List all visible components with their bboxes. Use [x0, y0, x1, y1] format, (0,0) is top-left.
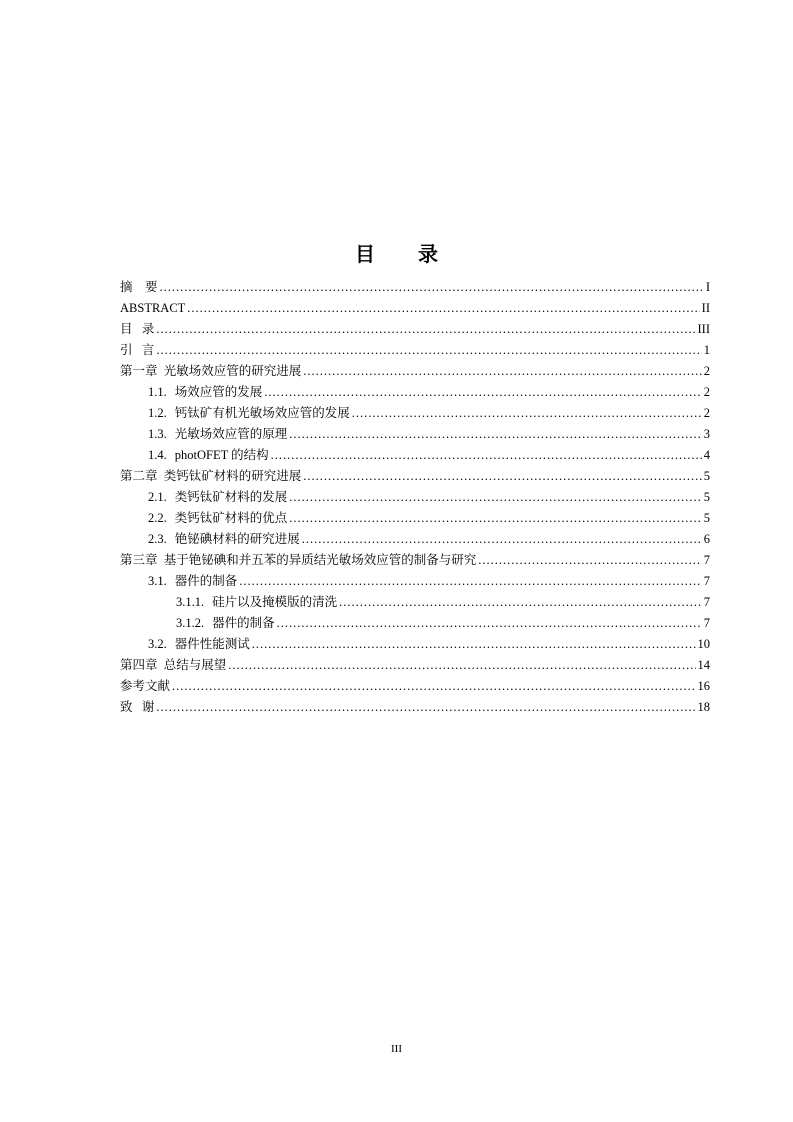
toc-entry-number: 1.1.: [148, 385, 167, 399]
dot-leader: [156, 697, 695, 718]
dot-leader: [172, 676, 695, 697]
toc-entry-label: 类钙钛矿材料的发展: [174, 490, 288, 504]
toc-entry-number: 2.3.: [148, 532, 167, 546]
toc-entry-number: 2.2.: [148, 511, 167, 525]
toc-entry[interactable]: [120, 613, 710, 634]
dot-leader: [289, 508, 701, 529]
toc-entry[interactable]: [120, 382, 710, 403]
toc-entry-page: III: [697, 322, 710, 336]
toc-entry-page: I: [705, 280, 710, 294]
toc-entry-page: 7: [703, 595, 710, 609]
toc-entry-page: 2: [703, 385, 710, 399]
toc-entry-number: 1.4.: [148, 448, 167, 462]
toc-entry-label: 铯铋碘材料的研究进展: [174, 532, 300, 546]
toc-entry-page: 7: [703, 553, 710, 567]
toc-entry[interactable]: [120, 529, 710, 550]
dot-leader: [352, 403, 702, 424]
toc-entry-label: 光敏场效应管的原理: [174, 427, 288, 441]
toc-entry-page: II: [701, 301, 710, 315]
dot-leader: [252, 634, 696, 655]
dot-leader: [277, 613, 702, 634]
toc-entry-page: 6: [703, 532, 710, 546]
toc-entry-label: 引 言: [120, 343, 155, 357]
toc-entry[interactable]: [120, 508, 710, 529]
dot-leader: [160, 277, 704, 298]
toc-entry-label: 器件性能测试: [174, 637, 250, 651]
toc-entry-label: photOFET 的结构: [174, 448, 269, 462]
toc-entry[interactable]: [120, 361, 710, 382]
toc-entry[interactable]: [120, 676, 710, 697]
toc-entry-page: 18: [697, 700, 710, 714]
toc-entry-number: 1.2.: [148, 406, 167, 420]
toc-entry-page: 16: [697, 679, 710, 693]
toc-entry[interactable]: [120, 697, 710, 718]
toc-entry-number: 3.1.2.: [176, 616, 205, 630]
toc-entry[interactable]: [120, 445, 710, 466]
toc-entry[interactable]: [120, 298, 710, 319]
toc-entry[interactable]: [120, 277, 710, 298]
dot-leader: [228, 655, 695, 676]
toc-entry-label: 摘 要: [120, 280, 158, 294]
dot-leader: [156, 319, 695, 340]
toc-entry-label: 第一章 光敏场效应管的研究进展: [120, 364, 302, 378]
toc-entry-label: ABSTRACT: [120, 301, 186, 315]
toc-entry-label: 器件的制备: [174, 574, 238, 588]
dot-leader: [239, 571, 701, 592]
toc-entry[interactable]: [120, 592, 710, 613]
toc-entry-number: 2.1.: [148, 490, 167, 504]
dot-leader: [264, 382, 701, 403]
toc-entry-label: 钙钛矿有机光敏场效应管的发展: [174, 406, 350, 420]
page-number: III: [391, 1043, 402, 1055]
toc-entry-label: 器件的制备: [212, 616, 275, 630]
dot-leader: [302, 529, 702, 550]
dot-leader: [289, 424, 701, 445]
toc-entry[interactable]: [120, 466, 710, 487]
toc-entry-number: 3.1.1.: [176, 595, 205, 609]
toc-entry-label: 类钙钛矿材料的优点: [174, 511, 288, 525]
toc-entry[interactable]: [120, 403, 710, 424]
toc-entry-label: 致 谢: [120, 700, 155, 714]
dot-leader: [156, 340, 701, 361]
dot-leader: [271, 445, 702, 466]
toc-entry-label: 第四章 总结与展望: [120, 658, 227, 672]
toc-entry[interactable]: [120, 340, 710, 361]
dot-leader: [478, 550, 701, 571]
toc-entry-page: 5: [703, 490, 710, 504]
toc-entry-page: 1: [703, 343, 710, 357]
toc-entry[interactable]: [120, 424, 710, 445]
toc-entry-label: 第二章 类钙钛矿材料的研究进展: [120, 469, 302, 483]
dot-leader: [187, 298, 699, 319]
toc-entry[interactable]: [120, 571, 710, 592]
toc-entry[interactable]: [120, 550, 710, 571]
toc-entry-page: 2: [703, 364, 710, 378]
toc-entry-page: 5: [703, 469, 710, 483]
dot-leader: [303, 466, 701, 487]
toc-entry-label: 目 录: [120, 322, 155, 336]
dot-leader: [303, 361, 701, 382]
dot-leader: [339, 592, 702, 613]
dot-leader: [289, 487, 701, 508]
toc-entry-label: 第三章 基于铯铋碘和并五苯的异质结光敏场效应管的制备与研究: [120, 553, 477, 567]
toc-entry[interactable]: [120, 487, 710, 508]
toc-entry-page: 4: [703, 448, 710, 462]
toc-entry-label: 硅片以及掩模版的清洗: [212, 595, 338, 609]
toc-entry-number: 1.3.: [148, 427, 167, 441]
toc-entry[interactable]: [120, 655, 710, 676]
toc-entry-page: 14: [697, 658, 710, 672]
toc-entry-page: 10: [697, 637, 710, 651]
toc-entry-label: 参考文献: [120, 679, 171, 693]
toc-entry-page: 5: [703, 511, 710, 525]
toc-entry-page: 2: [703, 406, 710, 420]
toc-entry-page: 7: [703, 574, 710, 588]
toc-entry-page: 7: [703, 616, 710, 630]
toc-entry-number: 3.2.: [148, 637, 167, 651]
toc-entry-number: 3.1.: [148, 574, 167, 588]
table-of-contents: [120, 277, 710, 718]
toc-entry[interactable]: [120, 634, 710, 655]
toc-entry[interactable]: [120, 319, 710, 340]
toc-entry-label: 场效应管的发展: [174, 385, 263, 399]
page-title: 目 录: [355, 242, 456, 266]
toc-entry-page: 3: [703, 427, 710, 441]
